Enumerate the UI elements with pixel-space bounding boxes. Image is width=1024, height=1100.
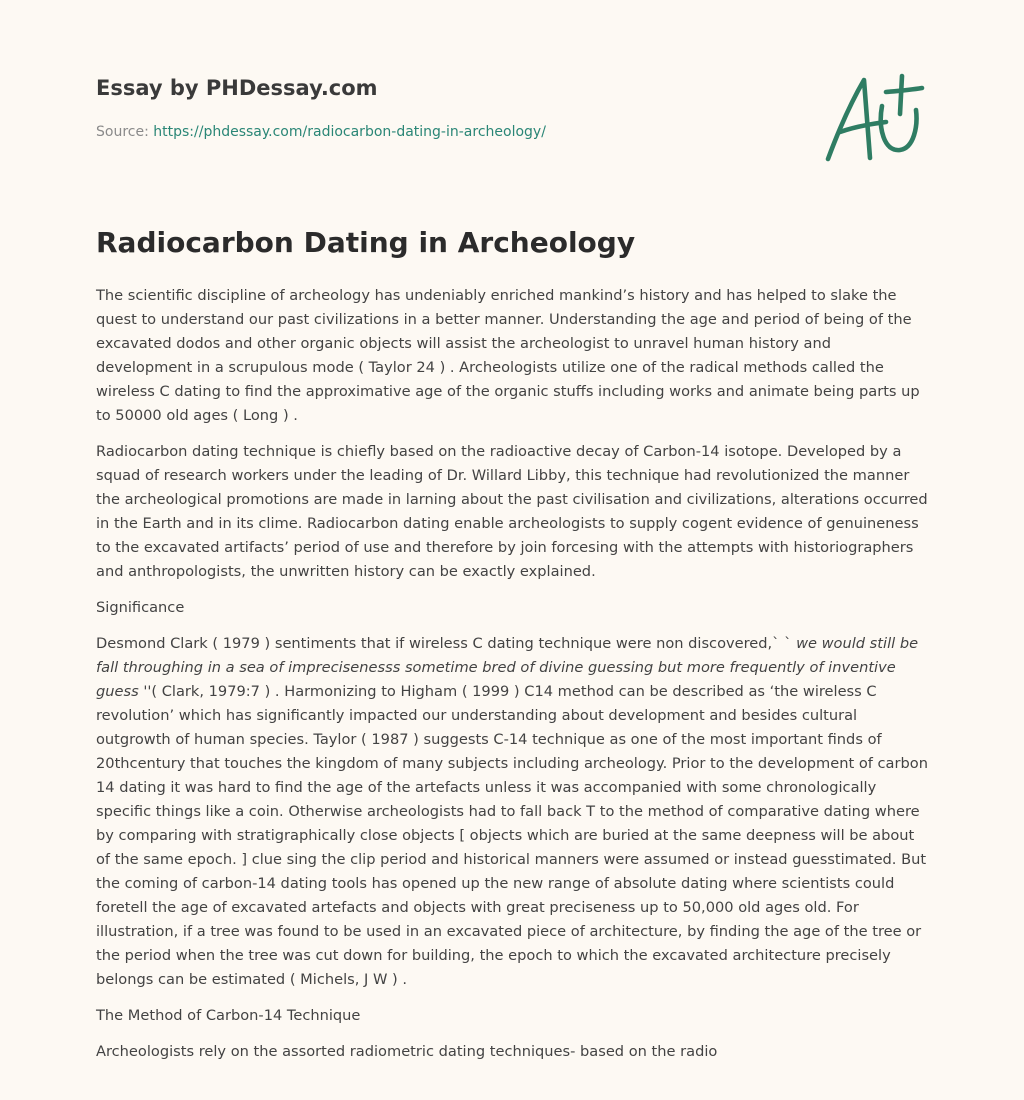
brand-title: Essay by PHDessay.com: [96, 76, 378, 100]
paragraph-intro: The scientific discipline of archeology has undeniably enriched mankind’s history and has helped to slake the quest to understand our past civilizations in a better manner. Understanding the age and period of being of the excavated dodos and other organic objects will assist the archeologist to unravel human history and development in a scrupulous mode ( Taylor 24 ) . Archeologists utilize one of the radical methods called the wireless C dating to find the approximative age of the organic stuffs including works and animate being parts up to 50000 old ages ( Long ) .: [96, 287, 920, 424]
heading-significance: Significance: [96, 599, 185, 616]
article-body: [96, 284, 928, 1076]
paragraph-method: Archeologists rely on the assorted radiometric dating techniques- based on the radio: [96, 1043, 718, 1060]
source-label: Source:: [96, 124, 154, 140]
paragraph-technique: Radiocarbon dating technique is chiefly based on the radioactive decay of Carbon-14 isotope. Developed by a squad of research workers under the leading of Dr. Willard Libby, this technique had revolutionized the manner the archeological promotions are made in larning about the past civilisation and civilizations, alterations occurred in the Earth and in its clime. Radiocarbon dating enable archeologists to supply cogent evidence of genuineness to the excavated artifacts’ period of use and therefore by join forcesing with the attempts with historiographers and anthropologists, the unwritten history can be exactly explained.: [96, 443, 928, 580]
significance-lead: Desmond Clark ( 1979 ) sentiments that if wireless C dating technique were non discovered,` `: [96, 635, 797, 652]
source-link[interactable]: https://phdessay.com/radiocarbon-dating-in-archeology/: [153, 124, 546, 140]
significance-rest: ( Clark, 1979:7 ) . Harmonizing to Higham ( 1999 ) C14 method can be described as ‘the wireless C revolution’ which has significantly impacted our understanding about development and besides cultural outgrowth of human species. Taylor ( 1987 ) suggests C-14 technique as one of the most important finds of 20thcentury that touches the kingdom of many subjects including archeology. Prior to the development of carbon 14 dating it was hard to find the age of the artefacts unless it was accompanied with some chronologically specific things like a coin. Otherwise archeologists had to fall back T to the method of comparative dating where by comparing with stratigraphically close objects [ objects which are buried at the same deepness will be about of the same epoch. ] clue sing the clip period and historical manners were assumed or instead guesstimated. But the coming of carbon-14 dating tools has opened up the new range of absolute dating where scientists could foretell the age of excavated artefacts and objects with great preciseness up to 50,000 old ages old. For illustration, if a tree was found to be used in an excavated piece of architecture, by finding the age of the tree or the period when the tree was cut down for building, the epoch to which the excavated architecture precisely belongs can be estimated ( Michels, J W ) .: [96, 683, 928, 988]
clark-quote: we would still be fall throughing in a sea of imprecisenesss sometime bred of divine guessing but more frequently of inventive guess '': [96, 635, 919, 700]
source-line: [96, 124, 546, 140]
paragraph-significance: [96, 632, 928, 992]
a-plus-logo-icon: [822, 66, 926, 166]
article-title: Radiocarbon Dating in Archeology: [96, 226, 636, 259]
heading-method: The Method of Carbon-14 Technique: [96, 1007, 361, 1024]
